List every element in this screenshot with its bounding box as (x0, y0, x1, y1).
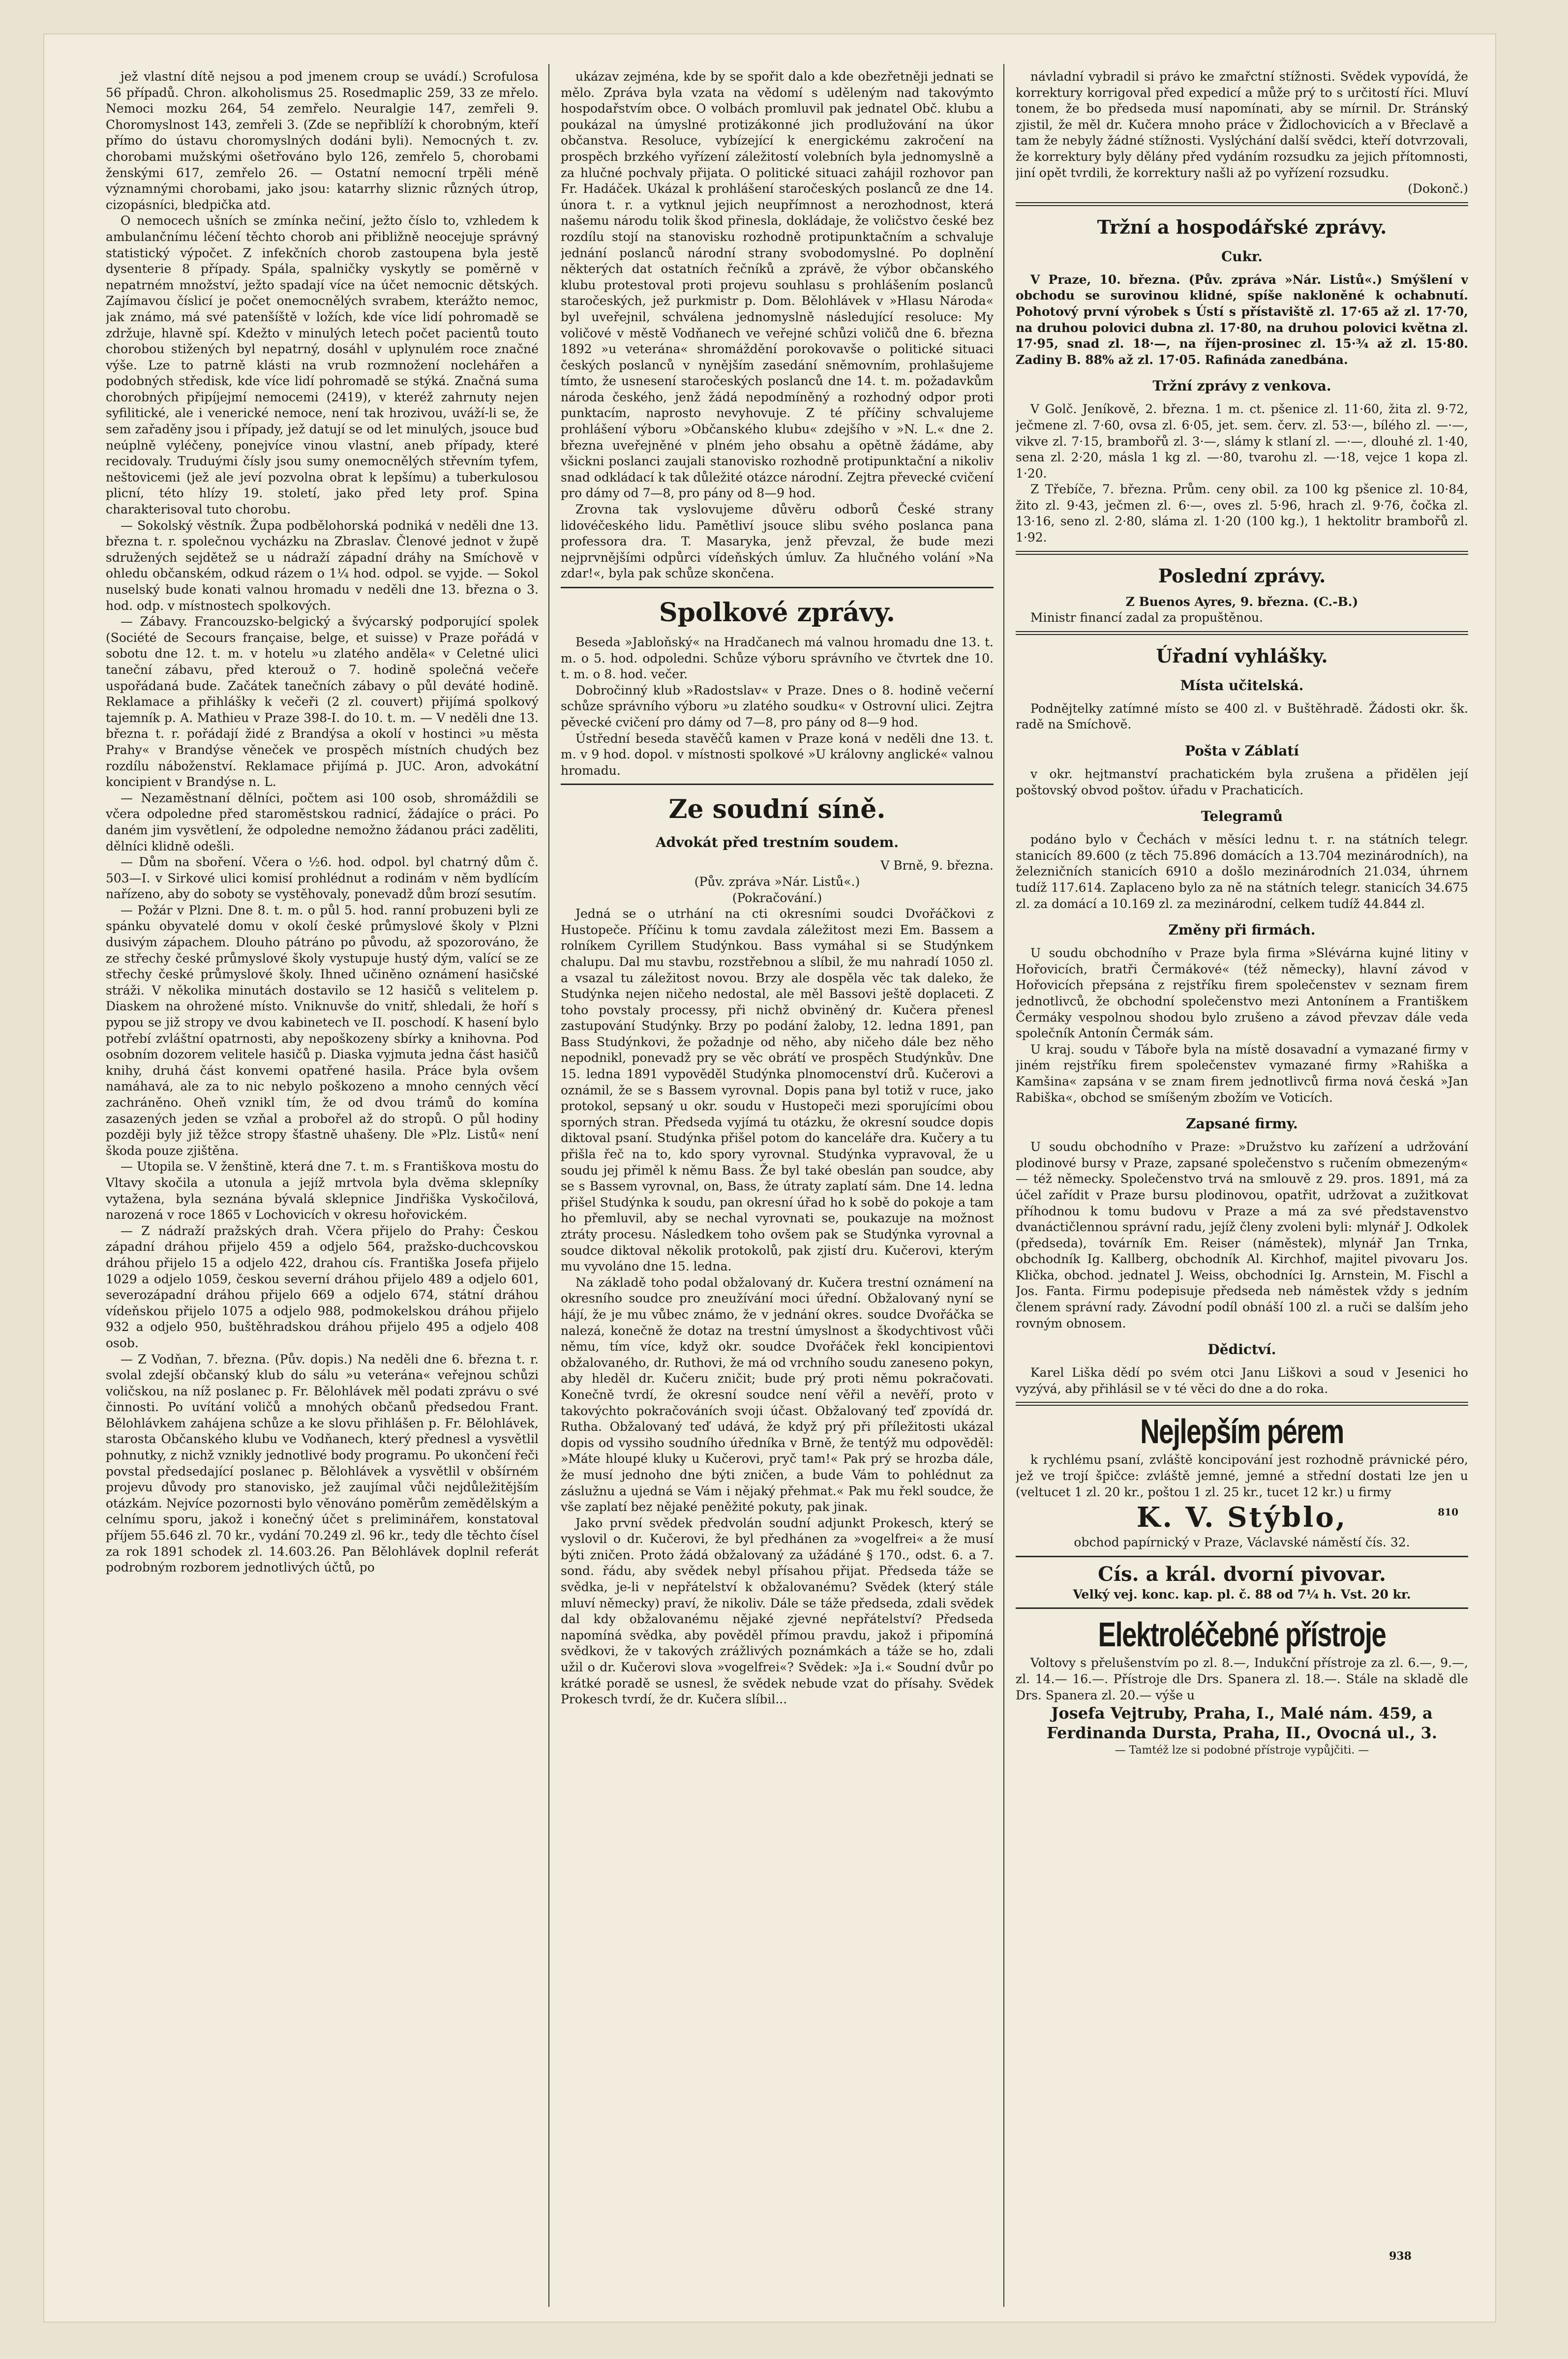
article-paragraph: ukázav zejména, kde by se spořit dalo a kde obezřetněji jednati se mělo. Zpráva byla vzata na vědomí s uděleným nad takovýmto hospodařstvím obce. O volbách promluvil pak jednatel Obč. klubu a poukázal na úmyslné protizákonné jich prodlužování na úkor občanstva. Resoluce, vybízející k energickému zakročení na prospěch brzkého vyřízení záležitostí volebních byla jednomyslně a za hlučné pochvaly přijata. O politické situaci zahájil rozhovor pan Fr. Hadáček. Ukázal k prohlášení staročeských poslanců ze dne 14. února t. r. a vytknul jejich neupřímnost a nerozhodnost, která našemu národu tolik škod přinesla, dokládaje, že voličstvo české bez rozdílu stojí na stanovisku rozhodně protipunktačním a schvaluje jednání poslanců národní strany svobodomyslné. Po doplnění některých dat ostatních řečníků a zprávě, že výbor občanského klubu protestoval proti projevu souhlasu s prohlášením poslanců staročeských, jež purkmistr p. Dom. Bělohlávek v »Hlasu Národa« byl uveřejnil, schválena jednomyslně následující resoluce: My voličové v městě Vodňanech ve veřejné schůzi voličů dne 6. března 1892 »u veterána« shromáždění porokovavše o politické situaci českých poslanců v nynějším zasedání sněmovním, prohlašujeme tímto, že usnesení staročeských poslanců dne 14. t. m. požadavkům národa českého, jenž žádá nepodmíněný a rozhodný odpor proti punktacím, naprosto nevyhovuje. Z té příčiny schvalujeme prohlášení výboru »Občanského klubu« zdejšího v »N. L.« dne 2. března uveřejněné v plném jeho obsahu a opětně žádáme, aby všickni poslanci zaujali stanovisko rozhodně protipunktační a nikoliv snad odkládací k tak důležité otázce národní. Zejtra převecké cvičení pro dámy od 7—8, pro pány od 8—9 hod. (561, 69, 994, 501)
ad-pen-number: 810 (1438, 1506, 1458, 1518)
notice-item: v okr. hejtmanství prachatickém byla zrušena a přidělen její poštovský obvod poštov. úřadu v Prachaticích. (1016, 767, 1468, 797)
market-item: V Golč. Jeníkově, 2. března. 1 m. ct. pšenice zl. 11·60, žita zl. 9·72, ječmene zl. 7·60, ovsa zl. 6·05, jet. sem. červ. zl. 53·—, bílého zl. —·—, vikve zl. 7·15, brambořů zl. 3·—, slámy k stlaní zl. —·—, dlouhé zl. 1·40, sena zl. 2·20, másla 1 kg zl. —·80, tvarohu zl. —·18, vejce 1 kopa zl. 1·20. (1016, 402, 1468, 481)
market-report: V Praze, 10. března. (Pův. zpráva »Nár. Listů«.) Smýšlení v obchodu se surovinou klidné, spíše nakloněné k ochabnutí. Pohotový první výrobek s Ústí s přístaviště zl. 17·65 až zl. 17·70, na druhou polovici dubna zl. 17·80, na druhou polovici května zl. 17·95, snad zl. 18·—, na říjen-prosinec zl. 15·¾ až zl. 15·80. Zadiny B. 88% až zl. 17·05. Rafináda zanedbána. (1016, 272, 1468, 367)
article-paragraph: Na základě toho podal obžalovaný dr. Kučera trestní oznámení na okresního soudce pro zneužívání moci úřední. Obžalovaný nyní se hájí, že je mu vůbec známo, že v jednání okres. soudce Dvořáčka se nalezá, konečně že dotaz na trestní úmyslnost a škodychtivost vůči němu, tím více, když okr. soudce Dvořáček řekl koncipientovi obžalovaného, dr. Ruthovi, že má od vrchního soudu zaneseno pokyn, aby hleděl dr. Kučeru zničit; bude prý proti němu pokračovati. Konečně tvrdí, že okresní soudce není věřil a nevěří, proto v takovýchto pokračováních svoji účast. Obžalovaný teď zpovídá dr. Rutha. Obžalovaný teď udává, že když prý při příležitosti ukázal dopis od vyssiho soudního úředníka v Brně, že tentýž mu odpověděl: »Máte hloupé kluky u Kučerovi, pryč tam!« Pak prý se hrozba dále, že musí jednoho dne býti zničen, a bude Vám to pohlédnut za záslužnu a ujedná se Vám i nějaký přehmat.« Pak mu řekl soudce, že vše zaplatí bez nějaké peněžité pokuty, pak jinak. (561, 1275, 994, 1514)
article-paragraph: — Nezaměstnaní dělníci, počtem asi 100 osob, shromáždili se včera odpoledne před staroměstskou radnicí, žádajíce o práci. Po daném jim vysvětlení, že odpoledne nemožno žádanou práci zaděliti, dělníci klidně odešli. (106, 790, 539, 853)
section-divider (561, 587, 994, 588)
ad-pen-footer: obchod papírnický v Praze, Václavské náměstí čís. 32. (1074, 1535, 1410, 1550)
ad-divider (1016, 1402, 1468, 1406)
article-title: Advokát před trestním soudem. (655, 834, 899, 851)
section-divider (1016, 631, 1468, 635)
subheading-registered-firms: Zapsané firmy. (1186, 1116, 1298, 1132)
notice-item: podáno bylo v Čechách v měsíci lednu t. r. na státních telegr. stanicích 89.600 (z těch 75.896 domácích a 13.704 mezinárodních), na železničních stanicích 6910 a došlo mezinárodních 21.034, úhrnem tudíž 117.614. Zaplaceno bylo za ně na státních telegr. stanicích 34.675 zl. za domácí a 10.169 zl. za mezinárodní, celkem tudíž 44.844 zl. (1016, 832, 1468, 911)
article-paragraph: — Sokolský věstník. Župa podbělohorská podniká v neděli dne 13. března t. r. společnou vycházku na Zbraslav. Členové jednot v župě sdružených sejdětež se u nádraží západní dráhy na Smíchově v ohledu občanském, odkud rázem o 1¼ hod. odpol. se vyjde. — Sokol nuselský bude konati valnou hromadu v neděli dne 13. března o 3. hod. odp. v místnostech spolkových. (106, 518, 539, 613)
newspaper-page (44, 34, 1495, 2322)
column-rule (1003, 64, 1004, 2307)
club-item: Beseda »Jabloňský« na Hradčanech má valnou hromadu dne 13. t. m. o 5. hod. odpoledni. Schůze výboru správního ve čtvrtek dne 10. t. m. o 8. hod. večer. (561, 635, 994, 682)
ad-pen-text: k rychlému psaní, zvláště koncipování jest rozhodně právnické péro, jež ve trojí špičce: zvláště jemné, jemné a střední dostati lze jen u (veltucet 1 zl. 20 kr., poštou 1 zl. 25 kr., tucet 12 kr.) u firmy (1016, 1452, 1468, 1499)
subheading-sugar: Cukr. (1221, 248, 1263, 265)
notice-item: Karel Liška dědí po svém otci Janu Liškovi a soud v Jesenici ho vyzývá, aby přihlásil se v té věci do dne a do roka. (1016, 1365, 1468, 1396)
notice-item: U kraj. soudu v Táboře byla na místě dosavadní a vymazané firmy v jiném rejstříku firem společenstev vymazané firmy »Rahiška a Kamšina« zapsána v se znam firem jednotlivců firma nová česká »Jan Rabiška«, obchod se smíšeným zbožím ve Voticích. (1016, 1042, 1468, 1105)
club-item: Dobročinný klub »Radostslav« v Praze. Dnes o 8. hodině večerní schůze správního výboru »u zlatého soudku« v Ostrovní ulici. Zejtra pěvecké cvičení pro dámy od 7—8, pro pány od 8—9 hod. (561, 683, 994, 729)
column-left (106, 69, 539, 2302)
section-heading-court: Ze soudní síně. (668, 794, 886, 825)
ad-divider (1016, 1607, 1468, 1609)
article-continued: (Pokračování.) (732, 890, 822, 905)
section-divider (1016, 202, 1468, 206)
notice-item: U soudu obchodního v Praze byla firma »Slévárna kujné litiny v Hořovicích, bratři Čermákové« (též německy), hlavní závod v Hořovicích přepsána z rejstříku firem společenstev v seznam firem jednotlivců, že obchodní společenstvo mezi Antonínem a Františkem Čermáky vespolnou shodou bylo zrušeno a závod převzav dále veda společník Antonín Čermák sám. (1016, 946, 1468, 1041)
article-paragraph: Jedná se o utrhání na cti okresními soudci Dvořáčkovi z Hustopeče. Příčinu k tomu zavdala záležitost mezi Em. Bassem a rolníkem Cyrillem Studýnkou. Bass vymáhal si se Studýnkem chalupu. Dal mu stavbu, rozstřebnou a slíbil, že mu nahradí 1050 zl. a vsazal tu záležitost novou. Brzy ale dospěla věc tak daleko, že Studýnka nejen ničeho nedostal, ale měl Bassovi ještě doplaceti. Z toho povstaly processy, při nichž obviněný dr. Kučera přenesl zastupování Studýnky. Brzy po podání žaloby, 12. ledna 1891, pan Bass Studýnkovi, že požadnje od něho, aby ničeho dále bez něho nepodnikl, ponevadž pry se věc obrátí ve prospěch Studýnkův. Dne 15. ledna 1891 vypověděl Studýnka plnomocenství drů. Kučerovi a oznámil, že se s Bassem vyrovnal. Dopis pana byl totiž v ruce, jako protokol, sepsaný u okr. soudu v Hustopeči mezi sporujícími obou sporných stran. Předseda vyjímá tu otázku, že okresní soudce dopis diktoval psaní. Studýnka přišel potom do kanceláře dra. Kučery a tu přišla řeč na to, kdo spory vyrovnal. Studýnka vypravoval, že u soudu jej přiměl k němu Bass. Že byl také obeslán pan soudce, aby se s Bassem vyrovnal, on, Bass, že útraty zaplatí sám. Dne 14. ledna přišel Studýnka k soudu, pan okresní úřad ho k sobě do pokoje a tam ho přemluvil, aby se nechal vyrovnati se, poukazuje na možnost ztráty procesu. Následkem toho ovšem pak se Studýnka vyrovnal a soudce diktoval několik protokolů, pak zjistí dru. Kučerovi, kterým mu vyvoláno dne 15. ledna. (561, 907, 994, 1274)
notice-item: U soudu obchodního v Praze: »Družstvo ku zařízení a udržování plodinové bursy v Praze, zapsané společenstvo s ručením obmezeným« — též německy. Společenstvo trvá na smlouvě z 29. pros. 1891, má za účel zařídit v Praze bursu plodinovou, opatřit, udržovat a zužitkovat příhodnou k tomu budovu v Praze a má za své představenstvo dvanáctičlennou správní radu, jejíž členy zvoleni byli: mlynář J. Odkolek (předseda), továrník Em. Reiser (náměstek), mlynář Jan Trnka, obchodník Ig. Kallberg, obchodník Al. Kirchhof, majitel pivovaru Jos. Klička, obchod. jednatel J. Weiss, obchodníci Ig. Arnstein, M. Fischl a Jos. Fanta. Firmu podepisuje předseda neb náměstek vždy s jedním členem správní rady. Závodní podíl obnáší 100 zl. a ruči se dalším jeho rovným obnosem. (1016, 1140, 1468, 1331)
section-heading-latest: Poslední zprávy. (1158, 564, 1326, 587)
section-heading-club-news: Spolkové zprávy. (659, 598, 895, 628)
subheading-teacher: Místa učitelská. (1180, 677, 1304, 694)
page-number: 938 (1389, 2250, 1412, 2263)
article-paragraph: — Utopila se. V ženštině, která dne 7. t. m. s Františkova mostu do Vltavy skočila a utonula a jejíž mrtvola byla dvěma sklepníky vytažena, byla seznána bývalá sklepnice Jindřiška Vyskočilová, narozená v roce 1865 v Lochovicích v okresu hořovickém. (106, 1159, 539, 1222)
article-paragraph: jež vlastní dítě nejsou a pod jmenem croup se uvádí.) Scrofulosa 56 případů. Chron. alkoholismus 25. Rosedmaplic 259, 33 ze mřelo. Nemoci mozku 264, 54 zemřelo. Neuralgie 147, zemřeli 9. Choromyslnost 143, zemřeli 3. (Zde se nepřiblíží k chorobným, kteří přímo do ústavu choromyslných dodáni byli). Nemocných t. zv. chorobami mužskými ošetřováno bylo 126, zemřelo 5, chorobami ženskými 617, zemřelo 26. — Ostatní nemocní trpěli méně významnými chorobami, jako jsou: katarrhy sliznic různých útrop, cizopásníci, bledpička atd. (106, 69, 539, 212)
article-paragraph: — Požár v Plzni. Dne 8. t. m. o půl 5. hod. ranní probuzeni byli ze spánku obyvatelé domu v okolí české průmyslové školy v Plzni dusivým zápachem. Dlouho pátráno po původu, až spozorováno, že ze střechy české průmyslové školy vystupuje hustý dým, valící se ze střechy české průmyslové školy. Ihned učiněno oznámení hasičské stráži. V několika minutách dostavilo se 12 hasičů s velitelem p. Diaskem na ohrožené místo. Vniknuvše do vnitř, shledali, že hoří s pypou se již stropy ve dvou kabinetech ve II. poschodí. K hasení bylo potřebí zvláštní opatrnosti, aby nepoškozeny sbírky a knihovna. Pod osobním dozorem velitele hasičů p. Diaska vyjmuta jedna část hasičů knihy, druhá část konvemi opatřené hasila. Práce byla ovšem namáhavá, ale za to nic nebylo poškozeno a mnoho cenných věcí zachráněno. Oheň vznikl tím, že od dvou trámů do komína zasazených jeden se vzňal a probořel až do stropů. O půl hodiny později byly již těžce stropy šťastně uhašeny. Dle »Plz. Listů« není škoda pouze zjištěna. (106, 903, 539, 1158)
news-item: Ministr financí zadal za propuštěnou. (1030, 610, 1264, 625)
notice-item: Podnějtelky zatímné místo se 400 zl. v Buštěhradě. Žádosti okr. šk. radě na Smíchově. (1016, 701, 1468, 732)
ad-electro-address: Josefa Vejtruby, Praha, I., Malé nám. 459, a (1051, 1704, 1433, 1723)
article-paragraph: návladní vybradil si právo ke zmařctní stížnosti. Svědek vypovídá, že korrektury korrigoval před expedicí a může prý to s určitostí říci. Mluví tonem, že bo předseda musí napomínati, aby se mírnil. Dr. Stránský zjistil, že měl dr. Kučera mnoho práce v Židlochovicích a v Břeclavě a tam že nebyly žádné stížnosti. Vyslýchání další svědci, kteří dotvrzovali, že korrektury byly dělány před vydáním rozsudku za jejich přítomnosti, jiní opět tvrdili, že korrektury našli až po vyřízení rozsudku. (1016, 69, 1468, 180)
subheading-firm-changes: Změny při firmách. (1168, 922, 1316, 938)
column-middle (561, 69, 994, 2302)
subheading-inheritance: Dědictví. (1207, 1341, 1276, 1358)
section-heading-market: Tržní a hospodářské zprávy. (1097, 215, 1387, 238)
club-item: Ústřední beseda stavěčů kamen v Praze koná v neděli dne 13. t. m. v 9 hod. dopol. v místnosti spolkové »U královny anglické« valnou hromadu. (561, 731, 994, 778)
section-divider (561, 784, 994, 785)
ad-electro-text: Voltovy s přelušenstvím po zl. 8.—, Indukční přístroje za zl. 6.—, 9.—, zl. 14.— 16.—. Přístroje dle Drs. Spanera zl. 18.—. Stále na skladě dle Drs. Spanera zl. 20.— výše u (1016, 1656, 1468, 1702)
ad-pen-vendor: K. V. Stýblo, (1136, 1501, 1348, 1534)
ad-electro-title: Elektroléčebné přístroje (1098, 1615, 1386, 1654)
ad-electro-address: Ferdinanda Dursta, Praha, II., Ovocná ul., 3. (1047, 1724, 1437, 1743)
subheading-post: Pošta v Záblatí (1184, 743, 1299, 759)
section-divider (1016, 551, 1468, 555)
article-paragraph: — Dům na sboření. Včera o ½6. hod. odpol. byl chatrný dům č. 503—I. v Sirkové ulici komisí prohlédnut a rodinám v něm bydlícím nařízeno, aby do soboty se vystěhovaly, ponevadž dům brozí sesutím. (106, 855, 539, 902)
ad-brewery-text: Velký vej. konc. kap. pl. č. 88 od 7¼ h. Vst. 20 kr. (1073, 1587, 1411, 1602)
ad-brewery-title: Cís. a král. dvorní pivovar. (1098, 1562, 1386, 1586)
ad-electro-note: — Tamtéž lze si podobné přístroje vypůjčiti. — (1115, 1744, 1369, 1757)
article-dateline: V Brně, 9. března. (880, 858, 994, 873)
article-paragraph: Jako první svědek předvolán soudní adjunkt Prokesch, který se vyslovil o dr. Kučerovi, že byl předhánen za »vogelfrei« a že musí býti zničen. Proto žádá obžalovaný za užádáné § 170., odst. 6. a 7. sond. řádu, aby svědek nebyl přísahou přijat. Předseda táže se svědka, je-li v nepřátelství k obžalovanému? Svědek (který stále mluví německy) praví, že nikoliv. Dále se táže předseda, zdali svědek dal kdy obžalovanému nějaké zjevné nepřátelství? Předseda napomíná svědka, aby pověděl přímou pravdu, jakož i připomíná svědkovi, že v takových zrážlivých poznámkách a táže se ho, zdali užil o dr. Kučerovi slova »vogelfrei«? Svědek: »Ja i.« Soudní dvůr po krátké poradě se usnesl, že svědek nebude vzat do přísahy. Svědek Prokesch tvrdí, že dr. Kučera slíbil... (561, 1515, 994, 1707)
article-source: (Pův. zpráva »Nár. Listů«.) (694, 874, 860, 889)
article-paragraph: O nemocech ušních se zmínka nečiní, ježto číslo to, vzhledem k ambulančnímu léčení těchto chorob ani přibližně neocejuje správný statistický výpočet. Z infekčních chorob zastoupena byla jestě dysenterie 8 případy. Spála, spalničky vyskytly se poměrně v nepatrném množství, ježto spadají více na účet nemocnic dětských. Zajímavou číslicí je počet onemocnělých svrabem, kterážto nemoc, jak známo, má své patenšíště v ložích, kde více lidí pohromadě se zdržuje, hlavně spí. Kdežto v minulých letech počet pacientů touto chorobou stižených byl nepatrný, dosáhl v uplynulém roce značné výše. Lze to patrně klásti na vrub rozmnožení noclehářen a podobných středisk, kde více lidí pohromadě se stýká. Značná suma chorobných připíjejmí nemocemi (2419), v kteréž zahrnuty nejen syfilitické, ale i venerické nemoce, není tak hrozivou, uváží-li se, že sem zařaděny jsou i případy, jež datují se od let minulých, jsouce buď neúplně vyléčeny, ponejvíce vinou vlastní, aneb případy, které recidovaly. Truduými čísly jsou sumy onemocnělých střevním tyfem, neštovicemi (jež ale jeví pozvolna obrat k lepšímu) a tuberkulosou plicní, této hlízy 19. století, jako před lety prof. Spina charakterisoval tuto chorobu. (106, 213, 539, 517)
article-continued: (Dokonč.) (1408, 181, 1468, 196)
ad-pen-title: Nejlepším pérem (1140, 1412, 1344, 1451)
column-rule (548, 64, 549, 2307)
column-right (1016, 69, 1468, 2302)
article-paragraph: Zrovna tak vyslovujeme důvěru odborů České strany lidovéčeského lidu. Pamětliví jsouce slibu svého poslanca pana professora dra. T. Masaryka, jenž převzal, že bude mezi nejprvnějšími odpůrci vídeňských úmluv. Za hlučného volání »Na zdar!«, byla pak schůze skončena. (561, 502, 994, 581)
subheading-country-market: Tržní zprávy z venkova. (1152, 378, 1331, 394)
article-paragraph: — Zábavy. Francouzsko-belgický a švýcarský podporující spolek (Société de Secours française, belge, et suisse) v Praze pořádá v sobotu dne 12. t. m. v hotelu »u zlatého anděla« v Celetné ulici taneční zábavu, před kterouž o 7. hodině společná večeře uspořádaná bude. Začátek tanečních zábavy o půl deváté hodině. Reklamace a přihlášky k večeři (2 zl. couvert) přijímá spolkový tajemník p. A. Mathieu v Praze 398-I. do 10. t. m. — V neděli dne 13. března t. r. pořádají židé z Brandýsa a okolí v hostinci »u města Prahy« v Brandýse věneček ve prospěch místních chudých bez rozdílu náboženství. Reklamace přijímá p. JUC. Aron, advokátní koncipient v Brandýse n. L. (106, 614, 539, 789)
market-item: Z Třebíče, 7. března. Prům. ceny obil. za 100 kg pšenice zl. 10·84, žito zl. 9·43, ječmen zl. 6·—, oves zl. 5·96, hrach zl. 9·76, čočka zl. 13·16, seno zl. 2·80, sláma zl. 1·20 (100 kg.), 1 hektolitr brambořů zl. 1·92. (1016, 482, 1468, 545)
article-paragraph: — Z Vodňan, 7. března. (Pův. dopis.) Na neděli dne 6. března t. r. svolal zdejší občanský klub do sálu »u veterána« veřejnou schůzi voličskou, na níž poslanec p. Fr. Bělohlávek měl podati zprávu o své činnosti. Po uvítání voličů a mnohých občanů předsedou Frant. Bělohlávkem zahájena schůze a ke slovu přihlášen p. Fr. Bělohlávek, starosta Občanského klubu ve Vodňanech, který přednesl a vysvětlil pohnutky, z nichž vznikly jednotlivé body programu. Po ukončení řeči povstal předsedající poslanec p. Bělohlávek a vysvětlil v obšírném projevu důvody pro stanovisko, jež zaujímal vůči nejdůležitějším otázkám. Nejvíce pozornosti bylo věnováno poměrům zemědělským a celnímu sporu, jakož i konečný účet s preliminářem, konstatoval příjem 55.646 zl. 70 kr., vydání 70.249 zl. 96 kr., tedy dle těchto čísel za rok 1891 schodek zl. 14.603.26. Pan Bělohlávek doplnil referát podrobným rozborem jednotlivých účtů, po (106, 1352, 539, 1575)
news-dateline: Z Buenos Ayres, 9. března. (C.-B.) (1125, 594, 1358, 609)
subheading-telegrams: Telegramů (1201, 808, 1283, 825)
ad-divider (1016, 1556, 1468, 1557)
section-heading-official: Úřadní vyhlášky. (1156, 644, 1328, 667)
article-paragraph: — Z nádraží pražských drah. Včera přijelo do Prahy: Českou západní dráhou přijelo 459 a odjelo 564, pražsko-duchcovskou dráhou přijelo 15 a odjelo 422, drahou cís. Františka Josefa přijelo 1029 a odjelo 1059, českou severní dráhou přijelo 489 a odjelo 601, severozápadní dráhou přijelo 669 a odjelo 674, státní dráhou vídeňskou přijelo 1075 a odjelo 988, podmokelskou dráhou přijelo 932 a odjelo 950, buštěhradskou dráhou přijelo 495 a odjelo 408 osob. (106, 1223, 539, 1350)
